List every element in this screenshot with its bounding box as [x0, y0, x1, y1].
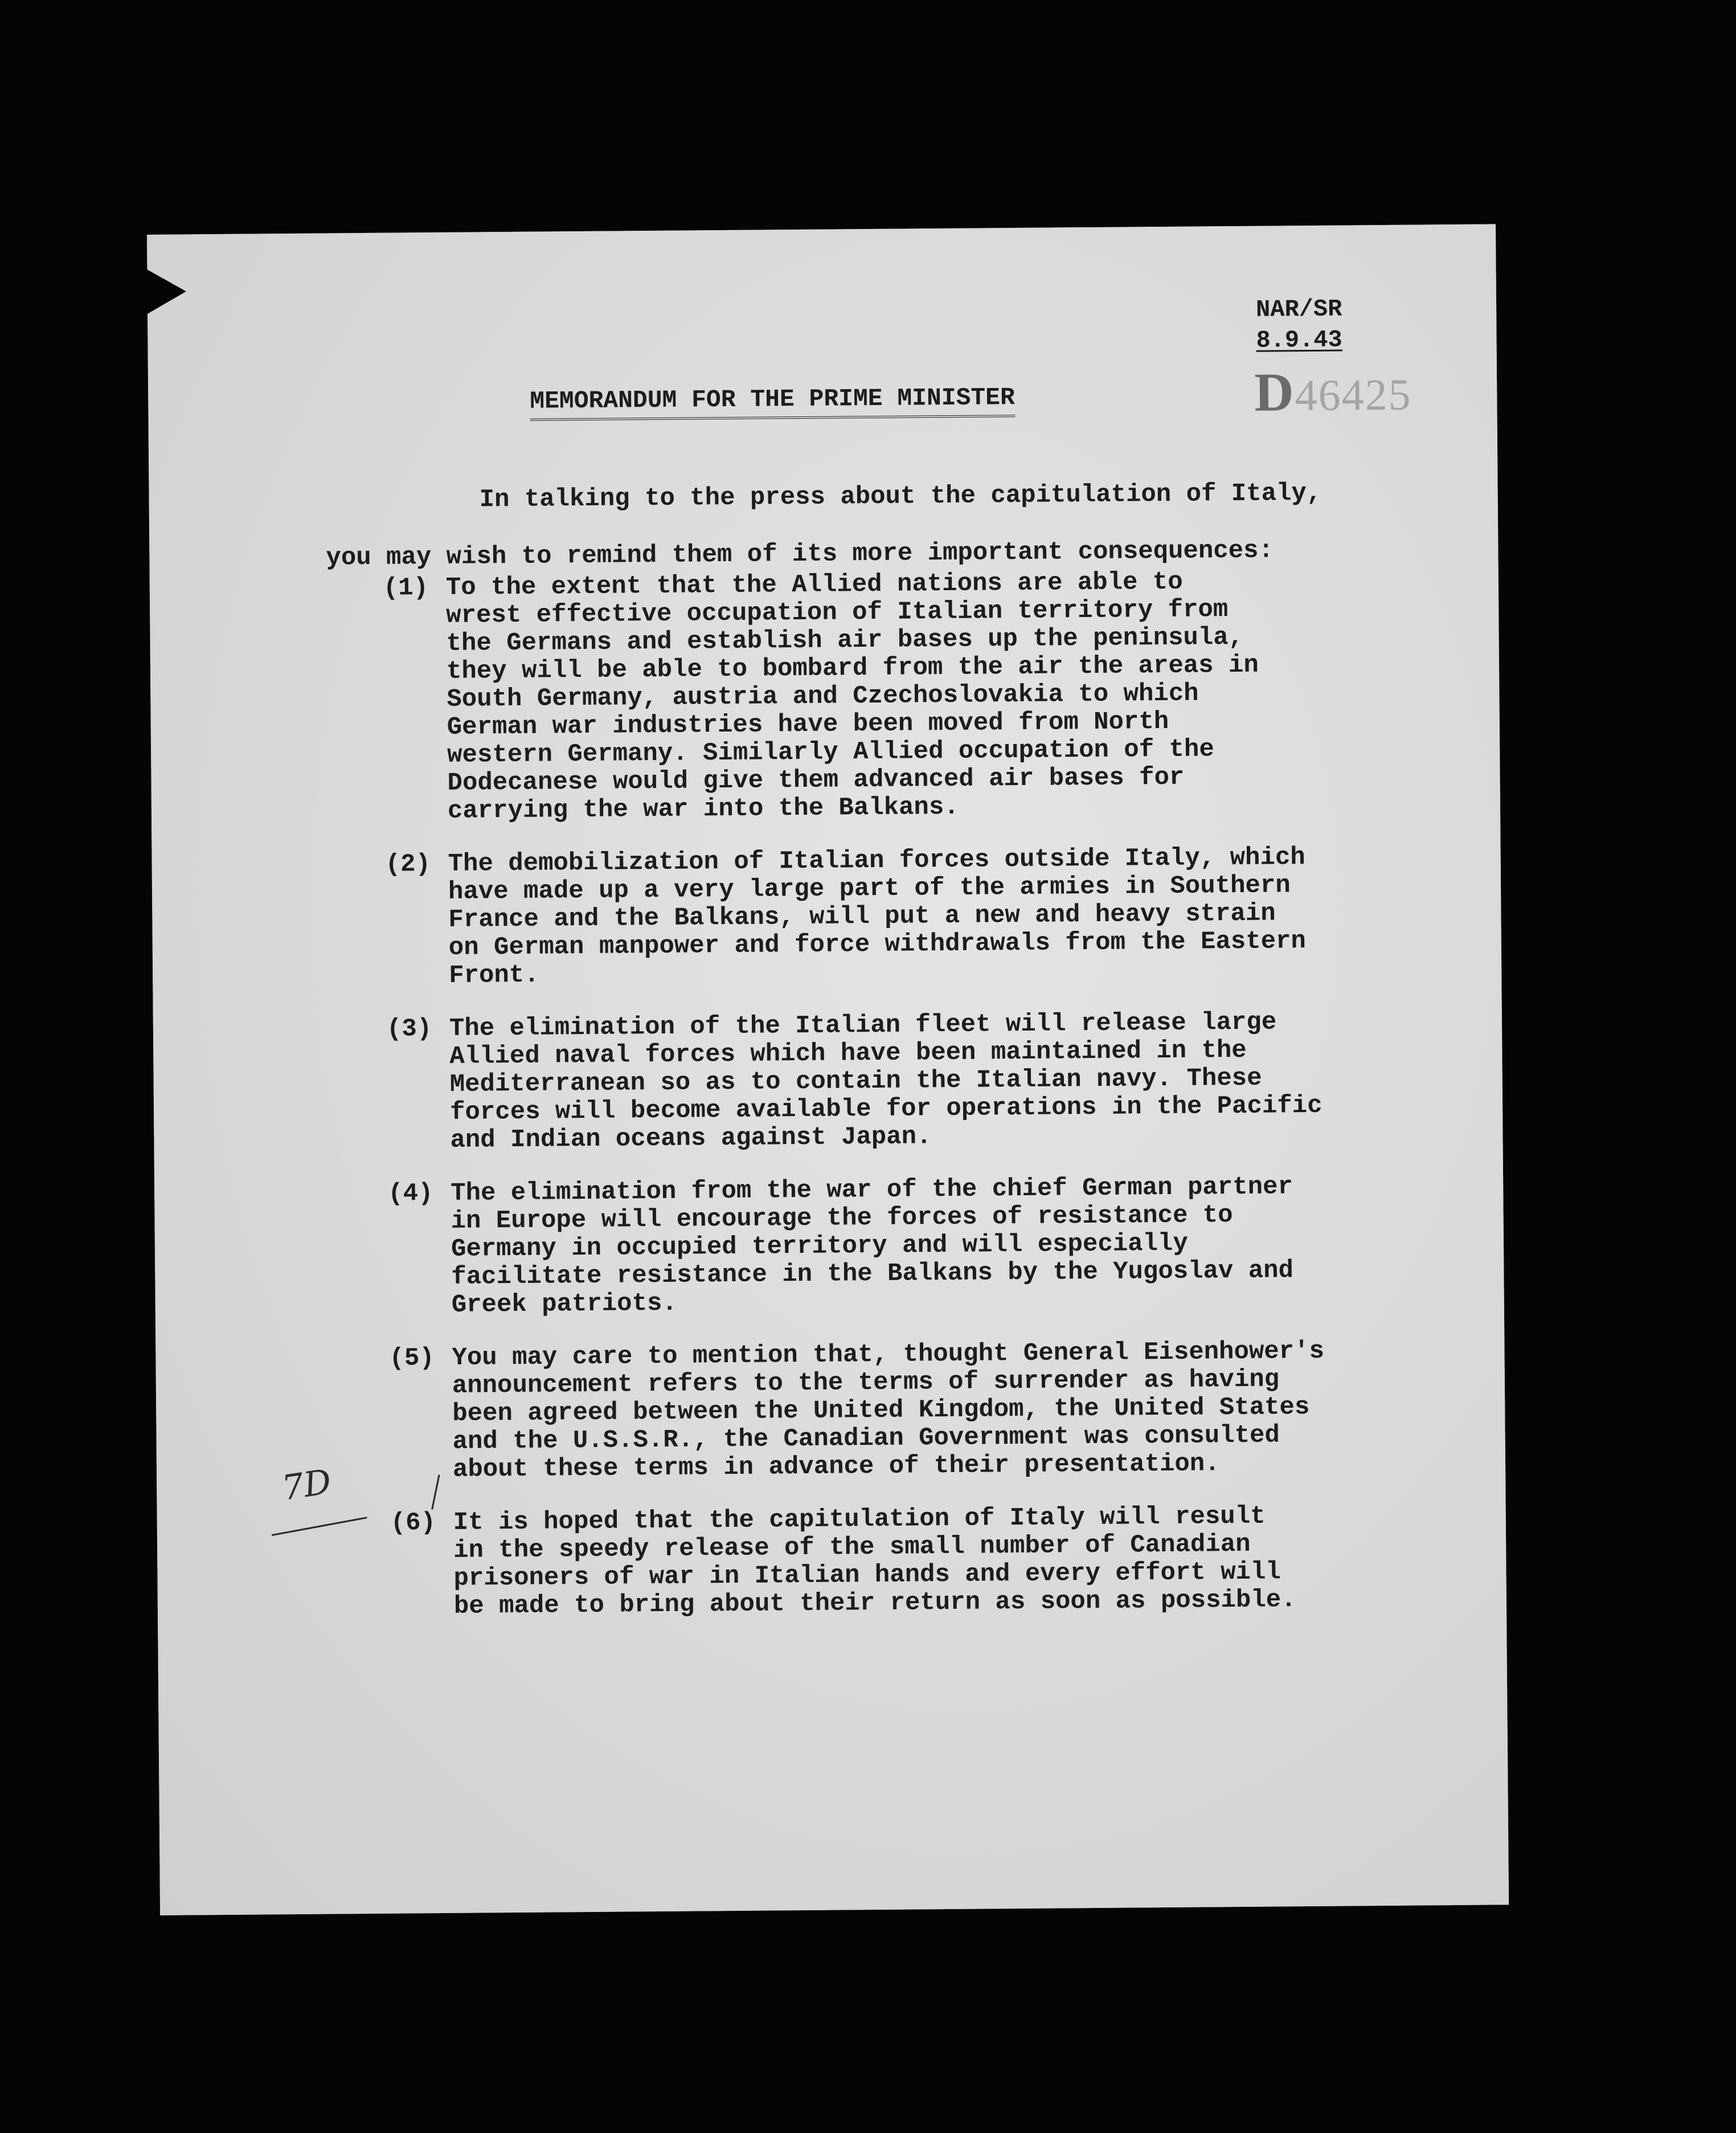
stamp-letter: D [1254, 361, 1295, 423]
reference-block [1256, 294, 1342, 356]
item-text: The elimination of the Italian fleet will release large Allied naval forces which have been maintained in the Mediterranean so as to contain the Italian navy. These forces will become available for operations in the Pacific and Indian oceans against Japan. [449, 1008, 1323, 1155]
list-item [388, 1172, 1471, 1320]
stamp-number: 46425 [1295, 369, 1412, 420]
document-number-stamp [1254, 363, 1412, 424]
handwritten-underline [272, 1517, 367, 1536]
item-text: To the extent that the Allied nations are able to wrest effective occupation of Italian territory from the Germans and establish air bases up the peninsula, they will be able to bombard from the air the areas in South Germany, austria and Czechoslovakia to which German war industries have been moved from North western Germany. Similarly Allied occupation of the Dodecanese would give them advanced air bases for carrying the war into the Balkans. [445, 567, 1259, 826]
consequences-list [383, 566, 1474, 1646]
torn-corner [146, 268, 186, 314]
list-item [389, 1337, 1472, 1485]
handwritten-initials: 7D [279, 1461, 334, 1509]
item-number: (5) [389, 1344, 435, 1373]
list-item [386, 843, 1469, 991]
intro-line-2: you may wish to remind them of its more important consequences: [326, 536, 1274, 573]
item-number: (3) [386, 1015, 432, 1044]
memorandum-page [147, 224, 1509, 1915]
reference-code: NAR/SR [1255, 295, 1342, 324]
item-number: (4) [388, 1179, 433, 1208]
reference-date: 8.9.43 [1256, 326, 1342, 354]
item-text: It is hoped that the capitulation of Italy will result in the speedy release of the small number of Canadian prisoners of war in Italian hands and every effort will be made to bring about their return as soon as possible. [453, 1502, 1296, 1621]
item-number: (2) [385, 850, 431, 879]
list-item [387, 1007, 1470, 1155]
item-number: (1) [383, 574, 429, 603]
memorandum-title: MEMORANDUM FOR THE PRIME MINISTER [530, 382, 1015, 421]
item-number: (6) [390, 1509, 436, 1538]
item-text: You may care to mention that, thought General Eisenhower's announcement refers to the terms of surrender as having been agreed between the United Kingdom, the United States and the U.S.S.R., the Canadian Government was consulted about these terms in advance of their presentation. [452, 1337, 1325, 1484]
item-text: The elimination from the war of the chief German partner in Europe will encourage the forces of resistance to Germany in occupied territory and will especially facilitate resistance in the Balkans by the Yugoslav and Greek patriots. [451, 1172, 1294, 1319]
list-item [383, 566, 1467, 826]
list-item [391, 1501, 1473, 1621]
intro-line-1: In talking to the press about the capitulation of Italy, [479, 479, 1322, 514]
item-text: The demobilization of Italian forces outside Italy, which have made up a very large part of the armies in Southern France and the Balkans, will put a new and heavy strain on German manpower and force withdrawals from the Eastern Front. [448, 843, 1307, 990]
